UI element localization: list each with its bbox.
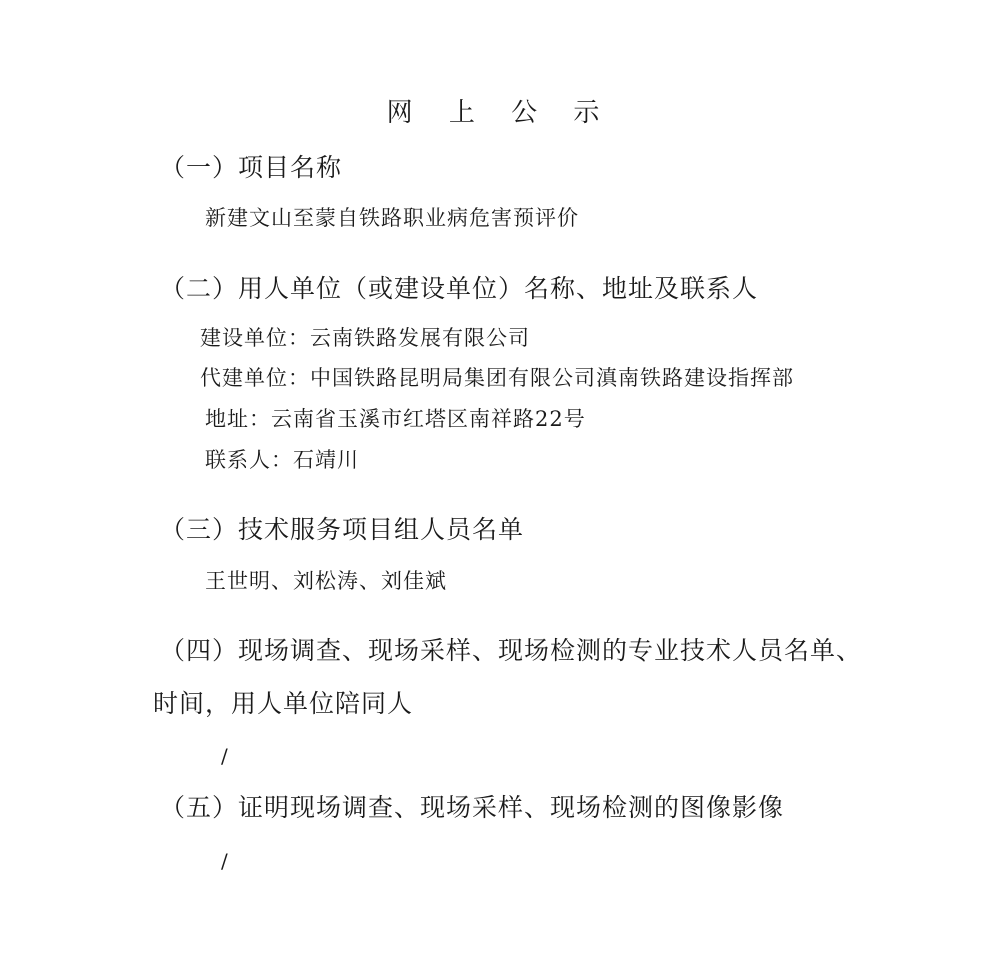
page-title: 网 上 公 示 xyxy=(386,98,614,128)
section-1-heading: （一）项目名称 xyxy=(160,153,343,182)
contact-person: 联系人：石靖川 xyxy=(205,448,359,472)
section-4-heading-line-1: （四）现场调查、现场采样、现场检测的专业技术人员名单、 xyxy=(160,636,863,665)
team-members: 王世明、刘松涛、刘佳斌 xyxy=(205,569,447,593)
section-5-content: / xyxy=(221,849,228,873)
section-2-heading: （二）用人单位（或建设单位）名称、地址及联系人 xyxy=(160,274,759,303)
agent-construction-unit: 代建单位：中国铁路昆明局集团有限公司滇南铁路建设指挥部 xyxy=(200,366,794,390)
project-name: 新建文山至蒙自铁路职业病危害预评价 xyxy=(205,206,579,230)
section-5-heading: （五）证明现场调查、现场采样、现场检测的图像影像 xyxy=(160,793,785,822)
section-4-content: / xyxy=(221,744,228,768)
section-4-heading-line-2: 时间，用人单位陪同人 xyxy=(153,689,414,718)
construction-unit: 建设单位：云南铁路发展有限公司 xyxy=(200,326,530,350)
section-3-heading: （三）技术服务项目组人员名单 xyxy=(160,515,525,544)
address: 地址：云南省玉溪市红塔区南祥路22号 xyxy=(205,407,586,431)
